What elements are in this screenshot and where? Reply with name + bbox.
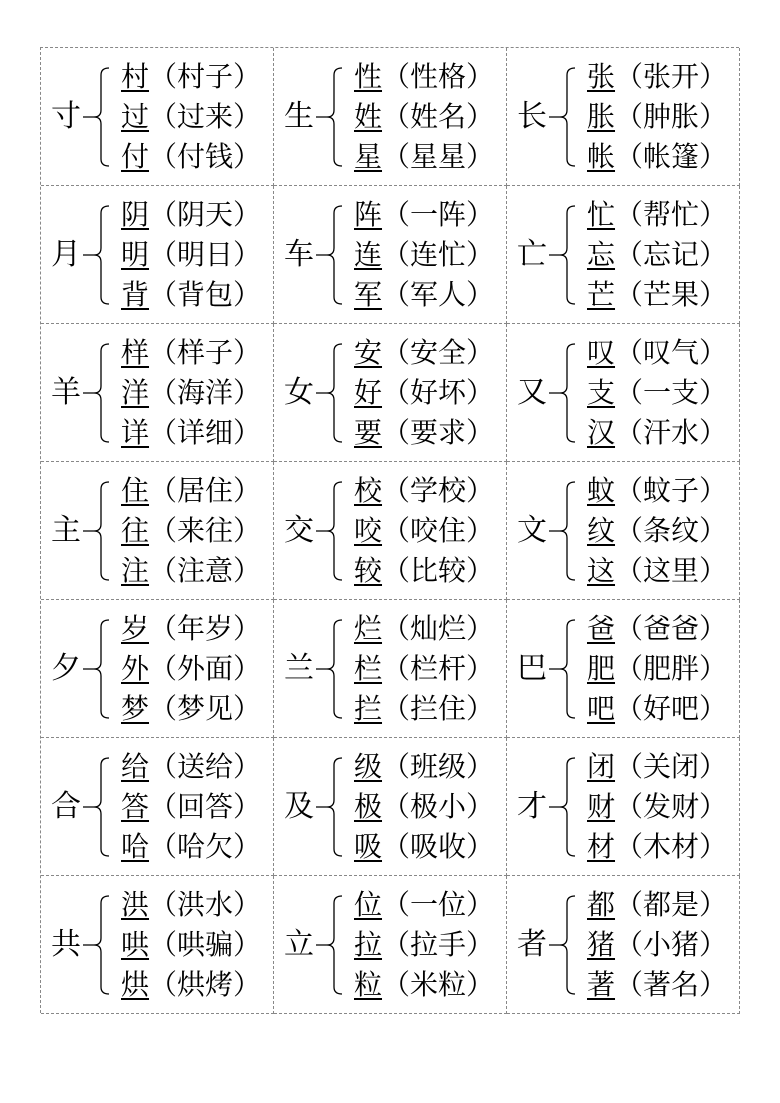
brace-bracket-icon: [547, 342, 577, 444]
word-list: [354, 609, 494, 729]
character-table: [40, 47, 739, 1013]
root-character: 长: [517, 98, 547, 134]
example-word: （来往）: [149, 514, 262, 547]
list-item: [121, 787, 261, 827]
list-item: [121, 471, 261, 511]
list-item: [354, 275, 494, 315]
table-cell: [41, 876, 274, 1014]
example-word: （拉手）: [382, 928, 495, 961]
example-word: （星星）: [382, 140, 495, 173]
example-word: （比较）: [382, 554, 495, 587]
list-item: [121, 925, 261, 965]
example-word: （详细）: [149, 416, 262, 449]
table-cell: [507, 324, 740, 462]
example-word: （连忙）: [382, 238, 495, 271]
derived-character: 帐: [587, 140, 616, 173]
derived-character: 梦: [121, 692, 150, 725]
table-cell: [41, 48, 274, 186]
derived-character: 猪: [587, 928, 616, 961]
example-word: （灿烂）: [382, 612, 495, 645]
word-list: [121, 57, 261, 177]
example-word: （村子）: [149, 60, 262, 93]
word-list: [587, 57, 727, 177]
word-list: [121, 885, 261, 1005]
list-item: [354, 235, 494, 275]
root-character: 及: [284, 788, 314, 824]
list-item: [354, 373, 494, 413]
example-word: （洪水）: [149, 888, 262, 921]
table-cell: [507, 738, 740, 876]
brace-bracket-icon: [314, 480, 344, 582]
example-word: （梦见）: [149, 692, 262, 725]
list-item: [354, 787, 494, 827]
list-item: [587, 413, 727, 453]
derived-character: 要: [354, 416, 383, 449]
derived-character: 阴: [121, 198, 150, 231]
derived-character: 岁: [121, 612, 150, 645]
derived-character: 栏: [354, 652, 383, 685]
word-list: [121, 333, 261, 453]
table-cell: [274, 738, 507, 876]
derived-character: 肥: [587, 652, 616, 685]
example-word: （年岁）: [149, 612, 262, 645]
root-character: 车: [284, 236, 314, 272]
brace-bracket-icon: [81, 342, 111, 444]
example-word: （过来）: [149, 100, 262, 133]
example-word: （学校）: [382, 474, 495, 507]
example-word: （送给）: [149, 750, 262, 783]
derived-character: 支: [587, 376, 616, 409]
list-item: [354, 137, 494, 177]
derived-character: 好: [354, 376, 383, 409]
example-word: （居住）: [149, 474, 262, 507]
root-character: 羊: [51, 374, 81, 410]
example-word: （肥胖）: [615, 652, 728, 685]
root-character: 亡: [517, 236, 547, 272]
root-character: 女: [284, 374, 314, 410]
word-list: [587, 333, 727, 453]
word-list: [587, 195, 727, 315]
derived-character: 姓: [354, 100, 383, 133]
list-item: [587, 689, 727, 729]
word-list: [587, 885, 727, 1005]
list-item: [121, 551, 261, 591]
derived-character: 较: [354, 554, 383, 587]
list-item: [354, 609, 494, 649]
list-item: [121, 97, 261, 137]
derived-character: 忙: [587, 198, 616, 231]
derived-character: 叹: [587, 336, 616, 369]
list-item: [587, 471, 727, 511]
list-item: [121, 275, 261, 315]
example-word: （张开）: [615, 60, 728, 93]
word-list: [354, 747, 494, 867]
list-item: [587, 551, 727, 591]
root-character: 文: [517, 512, 547, 548]
table-cell: [274, 186, 507, 324]
brace-bracket-icon: [81, 480, 111, 582]
table-cell: [41, 738, 274, 876]
list-item: [121, 57, 261, 97]
derived-character: 烘: [121, 968, 150, 1001]
derived-character: 性: [354, 60, 383, 93]
list-item: [354, 925, 494, 965]
example-word: （吸收）: [382, 830, 495, 863]
example-word: （明日）: [149, 238, 262, 271]
example-word: （注意）: [149, 554, 262, 587]
example-word: （栏杆）: [382, 652, 495, 685]
derived-character: 汉: [587, 416, 616, 449]
derived-character: 星: [354, 140, 383, 173]
derived-character: 吸: [354, 830, 383, 863]
list-item: [121, 511, 261, 551]
example-word: （蚊子）: [615, 474, 728, 507]
example-word: （哄骗）: [149, 928, 262, 961]
example-word: （一支）: [615, 376, 728, 409]
example-word: （海洋）: [149, 376, 262, 409]
table-cell: [274, 462, 507, 600]
root-character: 月: [51, 236, 81, 272]
example-word: （要求）: [382, 416, 495, 449]
derived-character: 校: [354, 474, 383, 507]
brace-bracket-icon: [314, 756, 344, 858]
table-cell: [41, 600, 274, 738]
derived-character: 洋: [121, 376, 150, 409]
example-word: （肿胀）: [615, 100, 728, 133]
brace-bracket-icon: [547, 756, 577, 858]
root-character: 巴: [517, 650, 547, 686]
list-item: [587, 827, 727, 867]
brace-bracket-icon: [547, 894, 577, 996]
brace-bracket-icon: [547, 618, 577, 720]
derived-character: 忘: [587, 238, 616, 271]
table-cell: [507, 186, 740, 324]
list-item: [354, 195, 494, 235]
brace-bracket-icon: [547, 66, 577, 168]
word-list: [587, 471, 727, 591]
root-character: 才: [517, 788, 547, 824]
word-list: [354, 57, 494, 177]
list-item: [354, 551, 494, 591]
derived-character: 连: [354, 238, 383, 271]
derived-character: 胀: [587, 100, 616, 133]
root-character: 兰: [284, 650, 314, 686]
list-item: [121, 373, 261, 413]
list-item: [121, 965, 261, 1005]
list-item: [354, 885, 494, 925]
list-item: [121, 885, 261, 925]
example-word: （阴天）: [149, 198, 262, 231]
list-item: [354, 511, 494, 551]
derived-character: 洪: [121, 888, 150, 921]
example-word: （发财）: [615, 790, 728, 823]
root-character: 立: [284, 926, 314, 962]
brace-bracket-icon: [314, 204, 344, 306]
example-word: （好坏）: [382, 376, 495, 409]
brace-bracket-icon: [81, 66, 111, 168]
derived-character: 闭: [587, 750, 616, 783]
derived-character: 爸: [587, 612, 616, 645]
derived-character: 财: [587, 790, 616, 823]
list-item: [587, 649, 727, 689]
list-item: [121, 827, 261, 867]
derived-character: 都: [587, 888, 616, 921]
root-character: 夕: [51, 650, 81, 686]
table-cell: [507, 48, 740, 186]
derived-character: 张: [587, 60, 616, 93]
derived-character: 这: [587, 554, 616, 587]
example-word: （付钱）: [149, 140, 262, 173]
example-word: （好吧）: [615, 692, 728, 725]
list-item: [587, 275, 727, 315]
derived-character: 详: [121, 416, 150, 449]
derived-character: 村: [121, 60, 150, 93]
derived-character: 极: [354, 790, 383, 823]
derived-character: 级: [354, 750, 383, 783]
example-word: （拦住）: [382, 692, 495, 725]
example-word: （外面）: [149, 652, 262, 685]
list-item: [587, 747, 727, 787]
brace-bracket-icon: [314, 66, 344, 168]
brace-bracket-icon: [314, 618, 344, 720]
example-word: （著名）: [615, 968, 728, 1001]
list-item: [121, 689, 261, 729]
brace-bracket-icon: [81, 204, 111, 306]
derived-character: 烂: [354, 612, 383, 645]
derived-character: 住: [121, 474, 150, 507]
derived-character: 拉: [354, 928, 383, 961]
derived-character: 注: [121, 554, 150, 587]
brace-bracket-icon: [547, 480, 577, 582]
list-item: [587, 97, 727, 137]
word-list: [354, 471, 494, 591]
example-word: （班级）: [382, 750, 495, 783]
root-character: 合: [51, 788, 81, 824]
example-word: （这里）: [615, 554, 728, 587]
example-word: （关闭）: [615, 750, 728, 783]
list-item: [354, 827, 494, 867]
list-item: [587, 925, 727, 965]
example-word: （帐篷）: [615, 140, 728, 173]
example-word: （忘记）: [615, 238, 728, 271]
word-list: [121, 747, 261, 867]
example-word: （回答）: [149, 790, 262, 823]
example-word: （姓名）: [382, 100, 495, 133]
derived-character: 咬: [354, 514, 383, 547]
example-word: （哈欠）: [149, 830, 262, 863]
example-word: （军人）: [382, 278, 495, 311]
brace-bracket-icon: [314, 894, 344, 996]
example-word: （爸爸）: [615, 612, 728, 645]
derived-character: 明: [121, 238, 150, 271]
list-item: [354, 57, 494, 97]
list-item: [587, 373, 727, 413]
list-item: [121, 649, 261, 689]
derived-character: 材: [587, 830, 616, 863]
list-item: [354, 471, 494, 511]
brace-bracket-icon: [547, 204, 577, 306]
table-cell: [274, 600, 507, 738]
derived-character: 粒: [354, 968, 383, 1001]
example-word: （背包）: [149, 278, 262, 311]
derived-character: 样: [121, 336, 150, 369]
derived-character: 芒: [587, 278, 616, 311]
list-item: [587, 787, 727, 827]
derived-character: 拦: [354, 692, 383, 725]
table-cell: [507, 462, 740, 600]
list-item: [354, 747, 494, 787]
example-word: （木材）: [615, 830, 728, 863]
example-word: （样子）: [149, 336, 262, 369]
list-item: [354, 649, 494, 689]
list-item: [587, 333, 727, 373]
derived-character: 外: [121, 652, 150, 685]
table-cell: [274, 876, 507, 1014]
list-item: [121, 137, 261, 177]
list-item: [587, 511, 727, 551]
list-item: [587, 137, 727, 177]
example-word: （都是）: [615, 888, 728, 921]
root-character: 交: [284, 512, 314, 548]
derived-character: 蚊: [587, 474, 616, 507]
derived-character: 纹: [587, 514, 616, 547]
root-character: 又: [517, 374, 547, 410]
brace-bracket-icon: [81, 618, 111, 720]
list-item: [121, 235, 261, 275]
derived-character: 往: [121, 514, 150, 547]
example-word: （条纹）: [615, 514, 728, 547]
example-word: （叹气）: [615, 336, 728, 369]
list-item: [587, 609, 727, 649]
table-cell: [41, 186, 274, 324]
word-list: [121, 609, 261, 729]
example-word: （一位）: [382, 888, 495, 921]
derived-character: 给: [121, 750, 150, 783]
example-word: （小猪）: [615, 928, 728, 961]
list-item: [121, 195, 261, 235]
derived-character: 背: [121, 278, 150, 311]
list-item: [354, 97, 494, 137]
list-item: [587, 57, 727, 97]
table-cell: [274, 324, 507, 462]
table-cell: [507, 876, 740, 1014]
word-list: [354, 333, 494, 453]
list-item: [121, 413, 261, 453]
list-item: [587, 885, 727, 925]
word-list: [121, 195, 261, 315]
root-character: 生: [284, 98, 314, 134]
word-list: [587, 609, 727, 729]
derived-character: 著: [587, 968, 616, 1001]
derived-character: 位: [354, 888, 383, 921]
example-word: （咬住）: [382, 514, 495, 547]
root-character: 者: [517, 926, 547, 962]
brace-bracket-icon: [314, 342, 344, 444]
example-word: （一阵）: [382, 198, 495, 231]
derived-character: 答: [121, 790, 150, 823]
brace-bracket-icon: [81, 756, 111, 858]
derived-character: 阵: [354, 198, 383, 231]
list-item: [587, 195, 727, 235]
list-item: [354, 965, 494, 1005]
derived-character: 安: [354, 336, 383, 369]
root-character: 寸: [51, 98, 81, 134]
example-word: （安全）: [382, 336, 495, 369]
list-item: [587, 965, 727, 1005]
derived-character: 付: [121, 140, 150, 173]
derived-character: 哈: [121, 830, 150, 863]
example-word: （芒果）: [615, 278, 728, 311]
example-word: （极小）: [382, 790, 495, 823]
example-word: （米粒）: [382, 968, 495, 1001]
list-item: [354, 333, 494, 373]
list-item: [121, 333, 261, 373]
list-item: [121, 609, 261, 649]
root-character: 主: [51, 512, 81, 548]
example-word: （汗水）: [615, 416, 728, 449]
table-cell: [41, 324, 274, 462]
list-item: [587, 235, 727, 275]
word-list: [587, 747, 727, 867]
example-word: （烘烤）: [149, 968, 262, 1001]
word-list: [354, 885, 494, 1005]
derived-character: 军: [354, 278, 383, 311]
derived-character: 吧: [587, 692, 616, 725]
root-character: 共: [51, 926, 81, 962]
brace-bracket-icon: [81, 894, 111, 996]
list-item: [354, 413, 494, 453]
table-cell: [41, 462, 274, 600]
word-list: [121, 471, 261, 591]
word-list: [354, 195, 494, 315]
list-item: [121, 747, 261, 787]
table-cell: [274, 48, 507, 186]
example-word: （帮忙）: [615, 198, 728, 231]
table-cell: [507, 600, 740, 738]
derived-character: 过: [121, 100, 150, 133]
list-item: [354, 689, 494, 729]
derived-character: 哄: [121, 928, 150, 961]
example-word: （性格）: [382, 60, 495, 93]
